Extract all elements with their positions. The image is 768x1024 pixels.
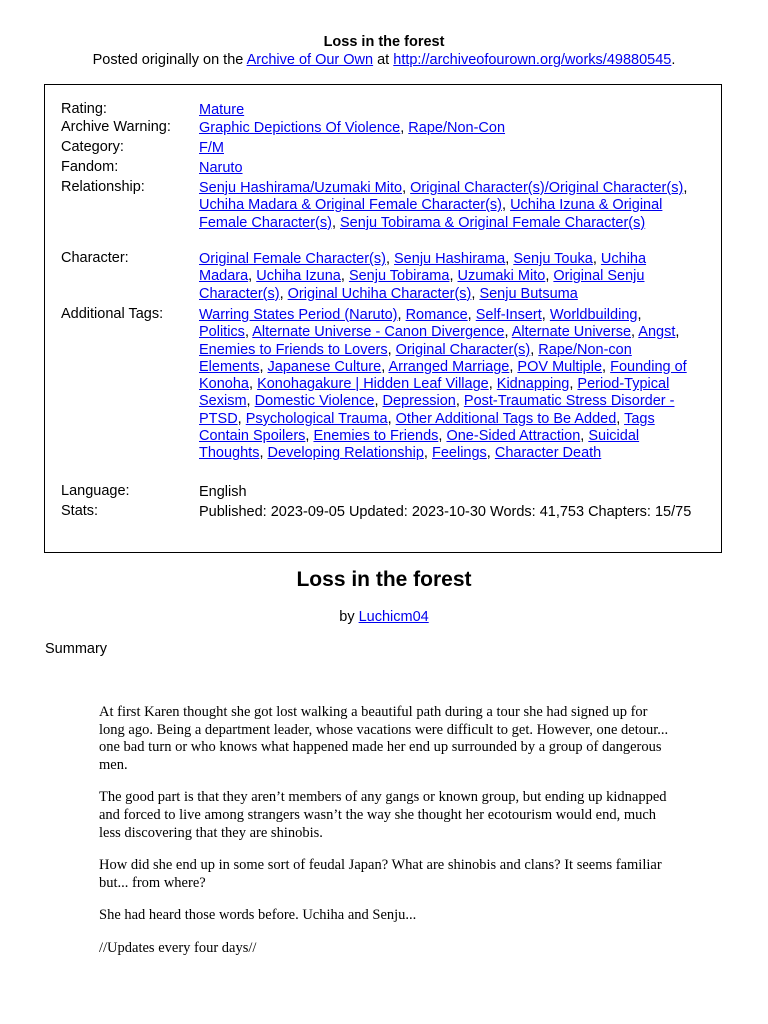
meta-value: Graphic Depictions Of Violence, Rape/Non-Con — [199, 120, 506, 136]
summary-paragraph: The good part is that they aren’t members of any gangs or known group, but ending up kidnapped and forced to live among strangers wasn’t the way she thought her ecotourism would end, much less discovering that they are shinobis. — [99, 789, 667, 841]
byline — [0, 609, 768, 625]
metadata-box — [44, 84, 722, 553]
meta-label: Fandom: — [61, 159, 119, 175]
tag-link[interactable]: Depression — [382, 393, 456, 410]
tag-link[interactable]: Japanese Culture — [267, 358, 382, 375]
meta-row-character — [45, 250, 695, 303]
tag-link[interactable]: Original Character(s)/Original Character(s) — [410, 180, 684, 196]
summary-paragraph: //Updates every four days// — [99, 939, 257, 956]
tag-link[interactable]: F/M — [199, 140, 224, 156]
meta-label: Relationship: — [61, 179, 145, 195]
tag-link[interactable]: Mature — [199, 102, 245, 118]
meta-label: Character: — [61, 250, 129, 266]
author-link[interactable]: Luchicm04 — [358, 609, 429, 625]
meta-row-stats — [45, 503, 695, 521]
meta-row-tags — [45, 306, 695, 463]
tag-link[interactable]: Character Death — [494, 445, 602, 462]
meta-row-category — [45, 139, 695, 157]
meta-value: Original Female Character(s), Senju Hashirama, Senju Touka, Uchiha Madara, Uchiha Izuna, Senju Tobirama, Uzumaki Mito, Original Senju Character(s), Original Uchiha Character(s), Senju Butsuma — [199, 251, 647, 302]
tag-link[interactable]: Original Female Character(s) — [199, 251, 386, 267]
tag-link[interactable]: POV Multiple — [517, 358, 603, 375]
tag-link[interactable]: Developing Relationship — [267, 445, 424, 462]
meta-label: Stats: — [61, 503, 99, 519]
tag-link[interactable]: Konohagakure | Hidden Leaf Village — [257, 376, 489, 393]
tag-link[interactable]: Enemies to Friends to Lovers — [199, 341, 388, 358]
tag-link[interactable]: Original Uchiha Character(s) — [287, 285, 472, 302]
tag-link[interactable]: Warring States Period (Naruto) — [199, 307, 398, 323]
tag-link[interactable]: Original Character(s) — [395, 341, 531, 358]
tag-link[interactable]: Uzumaki Mito — [457, 268, 546, 285]
meta-value — [199, 101, 695, 119]
posted-suffix: . — [671, 52, 676, 68]
tag-link[interactable]: Rape/Non-con Elements — [199, 341, 632, 375]
tag-link[interactable]: Arranged Marriage — [388, 358, 510, 375]
tag-link[interactable]: Senju Hashirama/Uzumaki Mito — [199, 180, 403, 196]
meta-row-language — [45, 483, 695, 501]
tag-link[interactable]: Psychological Trauma — [245, 410, 388, 427]
tag-link[interactable]: Feelings — [431, 445, 487, 462]
tag-link[interactable]: Politics — [199, 324, 245, 341]
meta-label: Language: — [61, 483, 130, 499]
tag-link[interactable]: Enemies to Friends — [313, 428, 439, 445]
tag-link[interactable]: Alternate Universe - Canon Divergence — [252, 324, 505, 341]
summary-paragraph: She had heard those words before. Uchiha and Senju... — [99, 907, 417, 924]
tag-link[interactable]: Senju Tobirama — [348, 268, 450, 285]
tag-link[interactable]: Self-Insert — [475, 307, 542, 323]
tag-link[interactable]: Angst — [638, 324, 676, 341]
meta-row-relationship — [45, 179, 695, 232]
tag-link[interactable]: Post-Traumatic Stress Disorder - PTSD — [199, 393, 675, 427]
meta-row-rating — [45, 101, 695, 119]
tag-link[interactable]: Period-Typical Sexism — [199, 376, 670, 410]
summary-heading: Summary — [45, 641, 108, 657]
tag-link[interactable]: Senju Touka — [513, 251, 593, 267]
posted-prefix: Posted originally on the — [92, 52, 247, 68]
tag-link[interactable]: Domestic Violence — [254, 393, 375, 410]
meta-value: Senju Hashirama/Uzumaki Mito, Original Character(s)/Original Character(s), Uchiha Madara & Original Female Character(s), Uchiha Izuna & Original Female Character(s), Senju Tobirama & Original Female Character(s) — [199, 180, 688, 231]
preface-header — [0, 0, 768, 69]
meta-value: Warring States Period (Naruto), Romance, Self-Insert, Worldbuilding, Politics, Alternate Universe - Canon Divergence, Alternate Universe, Angst, Enemies to Friends to Lovers, Original Character(s), Rape/Non-con Elements, Japanese Culture, Arranged Marriage, POV Multiple, Founding of Konoha, Konohagakure | Hidden Leaf Village, Kidnapping, Period-Typical Sexism, Domestic Violence, Depression, Post-Traumatic Stress Disorder - PTSD, Psychological Trauma, Other Additional Tags to Be Added, Tags Contain Spoilers, Enemies to Friends, One-Sided Attraction, Suicidal Thoughts, Developing Relationship, Feelings, Character Death — [199, 307, 687, 462]
byline-prefix: by — [339, 609, 359, 625]
tag-link[interactable]: Other Additional Tags to Be Added — [395, 410, 617, 427]
meta-row-warning — [45, 119, 695, 137]
work-url-link[interactable]: http://archiveofourown.org/works/49880545 — [393, 52, 672, 68]
tag-link[interactable]: Uchiha Izuna & Original Female Character(s) — [199, 197, 663, 231]
summary-paragraph: At first Karen thought she got lost walking a beautiful path during a tour she had signed up for long ago. Being a department leader, whose vacations were difficult to get. However, one detour... one bad turn or who knows what happened made her end up surrounded by a group of dangerous men. — [99, 704, 669, 773]
tag-link[interactable]: Graphic Depictions Of Violence — [199, 120, 401, 136]
meta-value — [199, 139, 695, 157]
meta-value: English — [199, 484, 247, 500]
tag-link[interactable]: One-Sided Attraction — [446, 428, 581, 445]
header-title: Loss in the forest — [323, 34, 445, 50]
meta-label: Additional Tags: — [61, 306, 164, 322]
meta-value — [199, 159, 695, 177]
tag-link[interactable]: Rape/Non-Con — [408, 120, 506, 136]
meta-label: Rating: — [61, 101, 107, 117]
tag-link[interactable]: Tags Contain Spoilers — [199, 410, 655, 445]
tag-link[interactable]: Alternate Universe — [511, 324, 632, 341]
tag-link[interactable]: Worldbuilding — [549, 307, 638, 323]
summary-paragraph: How did she end up in some sort of feudal Japan? What are shinobis and clans? It seems familiar but... from where? — [99, 857, 662, 891]
tag-link[interactable]: Uchiha Madara & Original Female Character(s) — [199, 197, 502, 214]
tag-link[interactable]: Uchiha Madara — [199, 251, 647, 285]
tag-link[interactable]: Founding of Konoha — [199, 358, 687, 393]
tag-link[interactable]: Uchiha Izuna — [256, 268, 341, 285]
posted-line — [0, 51, 768, 69]
tag-link[interactable]: Senju Tobirama & Original Female Character(s) — [340, 214, 646, 231]
work-title: Loss in the forest — [296, 568, 472, 591]
meta-row-fandom — [45, 159, 695, 177]
summary-body — [99, 704, 673, 973]
meta-value: Published: 2023-09-05 Updated: 2023-10-30 Words: 41,753 Chapters: 15/75 — [199, 504, 692, 520]
tag-link[interactable]: Suicidal Thoughts — [199, 428, 640, 462]
tag-link[interactable]: Senju Butsuma — [479, 285, 578, 302]
archive-link[interactable]: Archive of Our Own — [246, 52, 374, 68]
tag-link[interactable]: Kidnapping — [496, 376, 570, 393]
tag-link[interactable]: Romance — [405, 307, 468, 323]
tag-link[interactable]: Naruto — [199, 160, 243, 176]
tag-link[interactable]: Senju Hashirama — [394, 251, 506, 267]
meta-label: Category: — [61, 139, 124, 155]
meta-label: Archive Warning: — [61, 119, 171, 135]
tag-link[interactable]: Original Senju Character(s) — [199, 268, 645, 302]
posted-mid: at — [373, 52, 394, 68]
